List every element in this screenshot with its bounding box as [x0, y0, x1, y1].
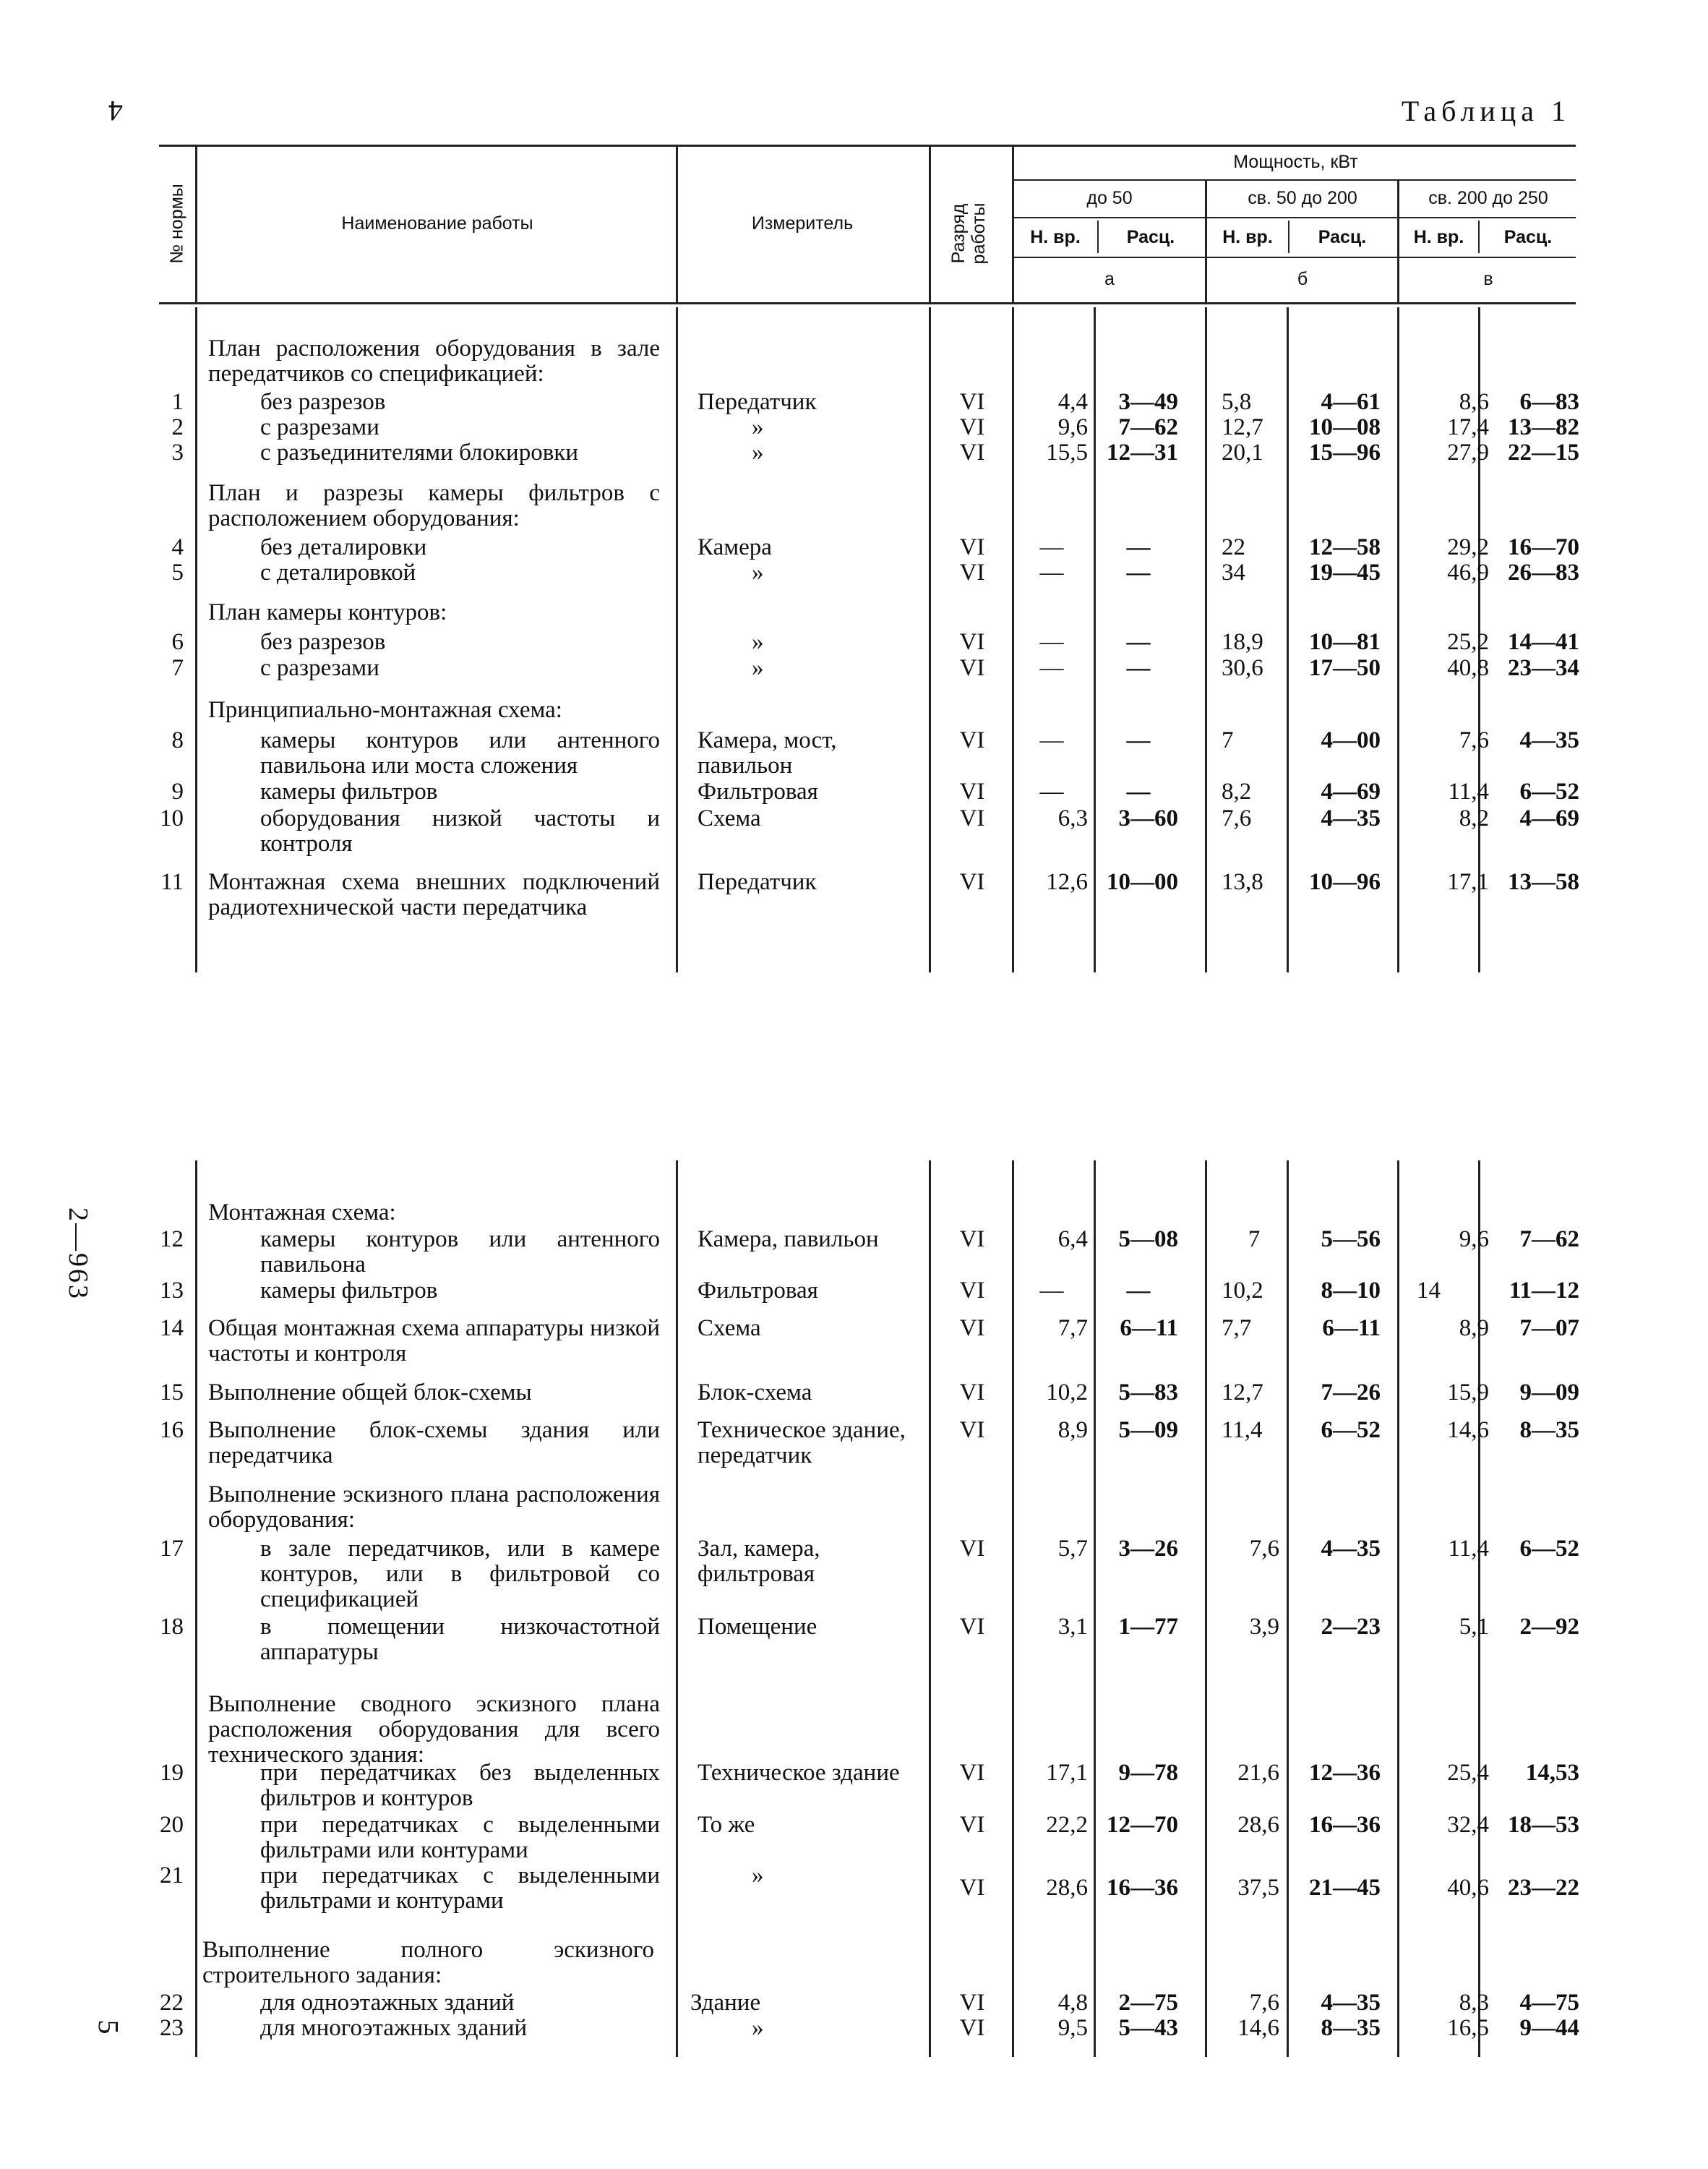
row-num: 21	[160, 1862, 184, 1888]
row-name: Монтажная схема:	[208, 1199, 396, 1225]
row-grade: VI	[959, 1417, 985, 1443]
row-b-rate: 15—96	[1309, 440, 1381, 466]
row-c-rate: 23—22	[1508, 1875, 1579, 1901]
row-name: при передатчиках с выделенными фильтрами и контурами	[260, 1862, 660, 1914]
row-a-rate: —	[1126, 534, 1151, 560]
row-measure: Камера, мост, павильон	[698, 727, 837, 779]
row-a-rate: 3—49	[1118, 389, 1178, 415]
row-b-time: 14,6	[1237, 2015, 1279, 2041]
row-c-time: 8,9	[1459, 1315, 1489, 1341]
row-a-time: 28,6	[1046, 1875, 1088, 1901]
row-measure: »	[752, 440, 764, 466]
header-grade: Разряд работы	[948, 202, 989, 265]
row-b-rate: 10—96	[1309, 869, 1381, 895]
row-grade: VI	[959, 560, 985, 586]
row-a-time: 12,6	[1046, 869, 1088, 895]
row-name: План камеры контуров:	[208, 599, 447, 625]
row-c-rate: 14,53	[1525, 1760, 1579, 1786]
row-num: 22	[160, 1990, 184, 2016]
row-c-time: 7,6	[1459, 727, 1489, 753]
row-c-rate: 11—12	[1509, 1278, 1579, 1304]
row-a-time: —	[1039, 629, 1064, 655]
row-name: с разрезами	[260, 414, 379, 440]
row-b-time: 3,9	[1249, 1614, 1279, 1640]
row-measure: Передатчик	[698, 389, 817, 415]
row-a-time: 10,2	[1046, 1379, 1088, 1406]
row-num: 4	[171, 534, 184, 560]
header-rate-a: Расц.	[1126, 227, 1175, 247]
row-num: 15	[160, 1379, 184, 1406]
row-measure: То же	[698, 1812, 755, 1838]
row-a-time: —	[1039, 779, 1064, 805]
row-c-time: 5,1	[1459, 1614, 1489, 1640]
row-b-time: 28,6	[1237, 1812, 1279, 1838]
row-a-rate: 12—70	[1107, 1812, 1178, 1838]
row-c-time: 17,1	[1447, 869, 1489, 895]
row-b-rate: 12—58	[1309, 534, 1381, 560]
row-b-rate: 8—35	[1321, 2015, 1381, 2041]
row-c-time: 32,4	[1447, 1812, 1489, 1838]
row-name: камеры контуров или антенного павильона или моста сложения	[260, 727, 660, 779]
row-c-rate: 23—34	[1508, 655, 1579, 681]
row-a-time: 3,1	[1057, 1614, 1088, 1640]
row-b-rate: 4—35	[1321, 805, 1381, 831]
row-num: 7	[171, 655, 184, 681]
row-b-time: 7,6	[1249, 1536, 1279, 1562]
row-grade: VI	[959, 534, 985, 560]
row-measure: Схема	[698, 1315, 761, 1341]
header-rate-b: Расц.	[1318, 227, 1367, 247]
row-b-rate: 12—36	[1309, 1760, 1381, 1786]
row-a-rate: —	[1126, 779, 1151, 805]
row-b-rate: 4—61	[1321, 389, 1381, 415]
row-name: План расположения оборудования в зале передатчиков со спецификацией:	[208, 335, 660, 387]
row-b-time: 30,6	[1222, 655, 1263, 681]
row-grade: VI	[959, 1315, 985, 1341]
row-b-time: 12,7	[1222, 414, 1263, 440]
row-grade: VI	[959, 1760, 985, 1786]
row-c-time: 15,9	[1447, 1379, 1489, 1406]
row-name: для одноэтажных зданий	[260, 1990, 515, 2016]
table-body-2	[159, 1160, 1579, 2057]
row-name: План и разрезы камеры фильтров с расположением оборудования:	[208, 480, 660, 531]
table-header	[159, 145, 1576, 307]
row-c-rate: 6—52	[1519, 779, 1579, 805]
row-c-rate: 4—69	[1519, 805, 1579, 831]
row-c-rate: 4—75	[1519, 1990, 1579, 2016]
row-num: 8	[171, 727, 184, 753]
header-norm-time-a: Н. вр.	[1030, 227, 1081, 247]
row-num: 12	[160, 1226, 184, 1252]
row-measure: »	[752, 414, 764, 440]
row-c-time: 11,4	[1448, 779, 1489, 805]
row-c-rate: 13—58	[1508, 869, 1579, 895]
row-num: 23	[160, 2015, 184, 2041]
row-b-time: 7,7	[1222, 1315, 1252, 1341]
row-a-time: 8,9	[1057, 1417, 1088, 1443]
row-b-time: 11,4	[1222, 1417, 1263, 1443]
row-name: Выполнение полного эскизного строительного задания:	[202, 1937, 654, 1988]
header-power: Мощность, кВт	[1233, 152, 1358, 172]
row-c-time: 8,2	[1459, 805, 1489, 831]
row-a-rate: 5—08	[1118, 1226, 1178, 1252]
row-c-time: 11,4	[1448, 1536, 1489, 1562]
row-grade: VI	[959, 629, 985, 655]
row-measure: »	[752, 2015, 764, 2041]
row-a-rate: 5—09	[1118, 1417, 1178, 1443]
row-num: 17	[160, 1536, 184, 1562]
row-name: камеры контуров или антенного павильона	[260, 1226, 660, 1278]
row-name: Принципиально-монтажная схема:	[208, 697, 562, 723]
header-norm-time-c: Н. вр.	[1413, 227, 1464, 247]
table-caption: Таблица 1	[1401, 95, 1571, 127]
row-measure: Фильтровая	[698, 779, 818, 805]
row-a-time: —	[1039, 560, 1064, 586]
row-a-time: 5,7	[1057, 1536, 1088, 1562]
row-num: 6	[171, 629, 184, 655]
row-c-rate: 13—82	[1508, 414, 1579, 440]
row-c-rate: 9—44	[1519, 2015, 1579, 2041]
header-rate-c: Расц.	[1503, 227, 1553, 247]
row-b-time: 18,9	[1222, 629, 1263, 655]
row-grade: VI	[959, 1812, 985, 1838]
row-b-time: 13,8	[1222, 869, 1263, 895]
row-b-time: 34	[1222, 560, 1245, 586]
row-c-rate: 16—70	[1508, 534, 1579, 560]
row-a-rate: 2—75	[1118, 1990, 1178, 2016]
row-name: при передатчиках без выделенных фильтров и контуров	[260, 1760, 660, 1811]
row-measure: »	[752, 629, 764, 655]
row-a-rate: 3—26	[1118, 1536, 1178, 1562]
row-a-rate: 1—77	[1118, 1614, 1178, 1640]
row-a-rate: 16—36	[1107, 1875, 1178, 1901]
row-c-rate: 6—52	[1519, 1536, 1579, 1562]
header-measure: Измеритель	[751, 213, 854, 234]
row-grade: VI	[959, 440, 985, 466]
row-name: без деталировки	[260, 534, 427, 560]
row-name: с разрезами	[260, 655, 379, 681]
header-letter-b: б	[1297, 269, 1308, 289]
row-a-rate: —	[1126, 727, 1151, 753]
row-grade: VI	[959, 727, 985, 753]
row-measure: »	[752, 1862, 764, 1888]
row-b-rate: 6—52	[1321, 1417, 1381, 1443]
row-grade: VI	[959, 805, 985, 831]
row-grade: VI	[959, 389, 985, 415]
row-name: Монтажная схема внешних подключений радиотехнической части передатчика	[208, 869, 660, 920]
row-name: в зале передатчиков, или в камере контуров, или в фильтровой со спецификацией	[260, 1536, 660, 1612]
row-grade: VI	[959, 1379, 985, 1406]
row-b-time: 10,2	[1222, 1278, 1263, 1304]
row-name: без разрезов	[260, 629, 386, 655]
row-a-time: 6,3	[1057, 805, 1088, 831]
row-grade: VI	[959, 1536, 985, 1562]
row-a-time: 17,1	[1046, 1760, 1088, 1786]
row-measure: »	[752, 655, 764, 681]
row-grade: VI	[959, 1614, 985, 1640]
row-b-time: 12,7	[1222, 1379, 1263, 1406]
row-a-rate: —	[1126, 1278, 1151, 1304]
row-measure: Здание	[690, 1990, 761, 2016]
row-a-time: 6,4	[1057, 1226, 1088, 1252]
header-letter-c: в	[1483, 269, 1493, 289]
row-a-rate: 5—83	[1118, 1379, 1178, 1406]
row-name: с разъединителями блокировки	[260, 440, 578, 466]
row-b-rate: 10—81	[1309, 629, 1381, 655]
row-a-time: —	[1039, 727, 1064, 753]
row-b-time: 37,5	[1237, 1875, 1279, 1901]
row-a-time: —	[1039, 1278, 1064, 1304]
row-b-rate: 17—50	[1309, 655, 1381, 681]
row-grade: VI	[959, 2015, 985, 2041]
row-b-rate: 10—08	[1309, 414, 1381, 440]
row-num: 5	[171, 560, 184, 586]
header-norm-number: № нормы	[166, 184, 187, 264]
row-c-time: 16,5	[1447, 2015, 1489, 2041]
row-b-time: 8,2	[1222, 779, 1252, 805]
row-b-time: 21,6	[1237, 1760, 1279, 1786]
row-measure: Камера, павильон	[698, 1226, 879, 1252]
row-b-time: 20,1	[1222, 440, 1263, 466]
row-b-rate: 4—35	[1321, 1536, 1381, 1562]
row-a-time: 15,5	[1046, 440, 1088, 466]
row-b-time: 7	[1248, 1226, 1261, 1252]
row-grade: VI	[959, 1875, 985, 1901]
row-c-rate: 9—09	[1519, 1379, 1579, 1406]
row-b-rate: 4—00	[1321, 727, 1381, 753]
row-num: 16	[160, 1417, 184, 1443]
row-c-rate: 22—15	[1508, 440, 1579, 466]
row-num: 1	[171, 389, 184, 415]
row-num: 14	[160, 1315, 184, 1341]
row-a-time: 7,7	[1057, 1315, 1088, 1341]
row-c-time: 25,4	[1447, 1760, 1489, 1786]
row-grade: VI	[959, 1278, 985, 1304]
row-c-time: 14	[1417, 1278, 1441, 1304]
row-c-time: 29,2	[1447, 534, 1489, 560]
table-body-1	[159, 307, 1579, 972]
row-b-time: 22	[1222, 534, 1245, 560]
header-range-c: св. 200 до 250	[1428, 188, 1548, 208]
row-num: 20	[160, 1812, 184, 1838]
row-a-time: 22,2	[1046, 1812, 1088, 1838]
row-c-rate: 7—62	[1519, 1226, 1579, 1252]
row-c-rate: 8—35	[1519, 1417, 1579, 1443]
row-measure: »	[752, 560, 764, 586]
row-c-time: 40,6	[1447, 1875, 1489, 1901]
row-c-time: 8,3	[1459, 1990, 1489, 2016]
row-b-rate: 7—26	[1321, 1379, 1381, 1406]
row-b-rate: 6—11	[1322, 1315, 1381, 1341]
row-a-rate: —	[1126, 560, 1151, 586]
row-grade: VI	[959, 869, 985, 895]
row-measure: Зал, камера, фильтровая	[698, 1536, 820, 1587]
row-c-rate: 4—35	[1519, 727, 1579, 753]
row-c-rate: 26—83	[1508, 560, 1579, 586]
row-measure: Техническое здание	[698, 1760, 900, 1786]
row-c-time: 27,9	[1447, 440, 1489, 466]
row-grade: VI	[959, 655, 985, 681]
row-b-time: 7,6	[1249, 1990, 1279, 2016]
row-num: 19	[160, 1760, 184, 1786]
row-b-rate: 16—36	[1309, 1812, 1381, 1838]
row-b-rate: 21—45	[1309, 1875, 1381, 1901]
row-c-rate: 14—41	[1508, 629, 1579, 655]
row-a-rate: 6—11	[1120, 1315, 1178, 1341]
row-a-time: 4,8	[1057, 1990, 1088, 2016]
row-grade: VI	[959, 1990, 985, 2016]
row-a-rate: 12—31	[1107, 440, 1178, 466]
row-a-time: —	[1039, 655, 1064, 681]
row-measure: Помещение	[698, 1614, 817, 1640]
row-name: в помещении низкочастотной аппаратуры	[260, 1614, 660, 1665]
header-norm-time-b: Н. вр.	[1222, 227, 1273, 247]
row-measure: Блок-схема	[698, 1379, 812, 1406]
row-a-time: —	[1039, 534, 1064, 560]
row-num: 13	[160, 1278, 184, 1304]
row-measure: Техническое здание, передатчик	[698, 1417, 906, 1468]
row-b-time: 7,6	[1222, 805, 1252, 831]
row-name: камеры фильтров	[260, 779, 438, 805]
header-range-a: до 50	[1086, 188, 1133, 208]
row-b-rate: 4—69	[1321, 779, 1381, 805]
row-b-rate: 19—45	[1309, 560, 1381, 586]
row-c-rate: 2—92	[1519, 1614, 1579, 1640]
row-grade: VI	[959, 1226, 985, 1252]
row-name: Выполнение сводного эскизного плана расположения оборудования для всего технического здания:	[208, 1691, 660, 1768]
row-a-time: 9,5	[1057, 2015, 1088, 2041]
row-num: 2	[171, 414, 184, 440]
row-b-time: 5,8	[1222, 389, 1252, 415]
row-a-rate: 7—62	[1118, 414, 1178, 440]
row-b-rate: 4—35	[1321, 1990, 1381, 2016]
page-number-bottom: 5	[92, 2019, 125, 2035]
row-name: для многоэтажных зданий	[260, 2015, 528, 2041]
row-measure: Камера	[698, 534, 772, 560]
row-grade: VI	[959, 414, 985, 440]
row-b-rate: 2—23	[1321, 1614, 1381, 1640]
row-c-rate: 18—53	[1508, 1812, 1579, 1838]
row-c-time: 9,6	[1459, 1226, 1489, 1252]
row-c-rate: 6—83	[1519, 389, 1579, 415]
row-a-rate: 10—00	[1107, 869, 1178, 895]
row-num: 11	[160, 869, 184, 895]
row-c-time: 14,6	[1447, 1417, 1489, 1443]
row-c-time: 8,6	[1459, 389, 1489, 415]
page-number-top: 4	[108, 95, 123, 127]
row-a-time: 4,4	[1057, 389, 1088, 415]
row-c-time: 46,9	[1447, 560, 1489, 586]
row-a-rate: 9—78	[1118, 1760, 1178, 1786]
row-name: при передатчиках с выделенными фильтрами или контурами	[260, 1812, 660, 1863]
row-name: без разрезов	[260, 389, 386, 415]
row-a-time: 9,6	[1057, 414, 1088, 440]
row-c-rate: 7—07	[1519, 1315, 1579, 1341]
row-a-rate: 3—60	[1118, 805, 1178, 831]
row-name: Общая монтажная схема аппаратуры низкой частоты и контроля	[208, 1315, 660, 1366]
row-name: Выполнение блок-схемы здания или передатчика	[208, 1417, 660, 1468]
row-grade: VI	[959, 779, 985, 805]
row-name: Выполнение эскизного плана расположения оборудования:	[208, 1481, 660, 1533]
header-range-b: св. 50 до 200	[1248, 188, 1357, 208]
row-b-rate: 8—10	[1321, 1278, 1381, 1304]
row-c-time: 17,4	[1447, 414, 1489, 440]
side-code: 2—963	[63, 1207, 93, 1301]
row-name: Выполнение общей блок-схемы	[208, 1379, 532, 1406]
row-measure: Фильтровая	[698, 1278, 818, 1304]
row-b-time: 7	[1222, 727, 1234, 753]
header-letter-a: а	[1104, 269, 1115, 289]
row-c-time: 25,2	[1447, 629, 1489, 655]
row-num: 10	[160, 805, 184, 831]
row-num: 9	[171, 779, 184, 805]
row-num: 3	[171, 440, 184, 466]
row-measure: Передатчик	[698, 869, 817, 895]
row-name: камеры фильтров	[260, 1278, 438, 1304]
row-a-rate: —	[1126, 655, 1151, 681]
row-a-rate: —	[1126, 629, 1151, 655]
row-measure: Схема	[698, 805, 761, 831]
row-name: оборудования низкой частоты и контроля	[260, 805, 660, 857]
header-work-name: Наименование работы	[341, 213, 533, 234]
row-b-rate: 5—56	[1321, 1226, 1381, 1252]
row-a-rate: 5—43	[1118, 2015, 1178, 2041]
row-c-time: 40,8	[1447, 655, 1489, 681]
row-num: 18	[160, 1614, 184, 1640]
row-name: с деталировкой	[260, 560, 416, 586]
